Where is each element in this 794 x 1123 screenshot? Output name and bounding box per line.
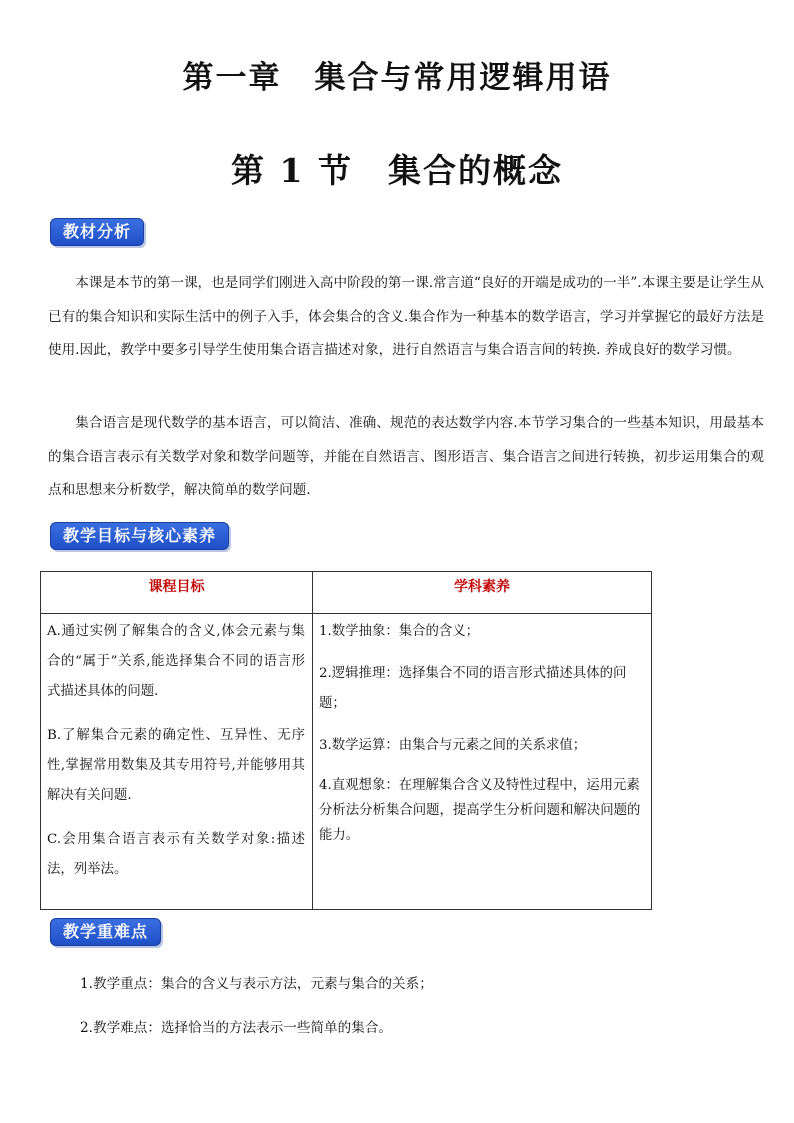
objectives-badge: 教学目标与核心素养: [50, 522, 229, 550]
analysis-paragraph-2: 集合语言是现代数学的基本语言，可以简洁、准确、规范的表达数学内容.本节学习集合的一些基本知识，用最基本的集合语言表示有关数学对象和数学问题等，并能在自然语言、图形语言、集合语言之间进行转换，初步运用集合的观点和思想来分析数学，解决简单的数学问题.: [48, 415, 764, 498]
literacy-item: 3.数学运算：由集合与元素之间的关系求值；: [319, 738, 587, 753]
key-points-badge: 教学重难点: [50, 918, 161, 946]
table-divider-vertical: [312, 572, 313, 909]
key-point-item: 2.教学难点：选择恰当的方法表示一些简单的集合。: [80, 1020, 393, 1036]
chapter-title: 第一章 集合与常用逻辑用语: [182, 60, 612, 96]
subject-literacy-column: [319, 617, 647, 860]
course-goal-item: C.会用集合语言表示有关数学对象:描述法，列举法。: [47, 832, 305, 877]
course-goals-column: [47, 617, 305, 899]
analysis-paragraph-1: 本课是本节的第一课，也是同学们刚进入高中阶段的第一课.常言道“良好的开端是成功的一半”.本课主要是让学生从已有的集合知识和实际生活中的例子入手，体会集合的含义.集合作为一种基本的数学语言，学习并掌握它的最好方法是使用.因此，教学中要多引导学生使用集合语言描述对象，进行自然语言与集合语言间的转换. 养成良好的数学习惯。: [48, 275, 764, 358]
course-goal-item: B.了解集合元素的确定性、互异性、无序性,掌握常用数集及其专用符号,并能够用其解决有关问题.: [47, 728, 305, 803]
objectives-table: [40, 571, 652, 910]
literacy-item: 4.直观想象：在理解集合含义及特性过程中，运用元素分析法分析集合问题，提高学生分析问题和解决问题的能力。: [319, 778, 641, 843]
table-divider-horizontal: [41, 613, 651, 614]
textbook-analysis-badge: 教材分析: [50, 218, 144, 246]
table-header-subject-literacy: 学科素养: [454, 579, 510, 595]
section-title: 第 1 节 集合的概念: [231, 151, 563, 190]
table-header-course-goals: 课程目标: [148, 579, 205, 595]
key-point-item: 1.教学重点：集合的含义与表示方法，元素与集合的关系；: [80, 976, 433, 992]
course-goal-item: A.通过实例了解集合的含义,体会元素与集合的“属于”关系,能选择集合不同的语言形式描述具体的问题.: [47, 624, 305, 699]
literacy-item: 1.数学抽象：集合的含义；: [319, 624, 480, 639]
literacy-item: 2.逻辑推理：选择集合不同的语言形式描述具体的问题；: [319, 666, 627, 711]
